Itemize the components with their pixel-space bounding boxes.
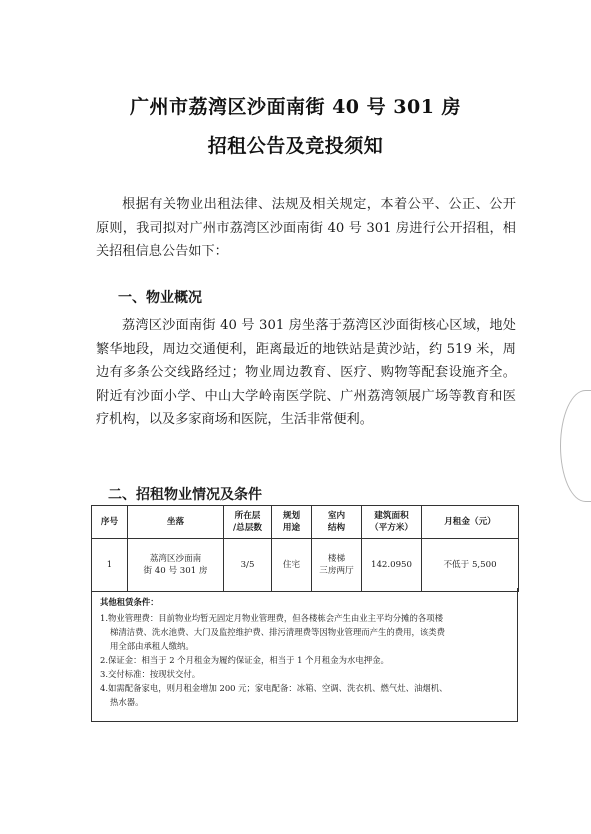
header-cell: 序号 xyxy=(92,506,128,539)
condition-item: 4.如需配备家电，则月租金增加 200 元；家电配备：冰箱、空调、洗衣机、燃气灶、油烟机、 xyxy=(100,683,448,693)
row-cell: 不低于 5,500 xyxy=(422,539,519,592)
intro-paragraph: 根据有关物业出租法律、法规及相关规定，本着公平、公正、公开原则，我司拟对广州市荔湾区沙面南街 40 号 301 房进行公开招租，相关招租信息公告如下： xyxy=(96,197,516,259)
conditions-title: 其他租赁条件： xyxy=(100,597,159,607)
condition-item: 1.物业管理费：目前物业均暂无固定月物业管理费，但各楼栋会产生由业主平均分摊的各项楼 xyxy=(100,613,443,623)
row-cell: 住宅 xyxy=(272,539,312,592)
section2-heading: 二、招租物业情况及条件 xyxy=(108,487,262,503)
section1-paragraph: 荔湾区沙面南街 40 号 301 房坐落于荔湾区沙面街核心区域，地处繁华地段，周边交通便利，距离最近的地铁站是黄沙站，约 519 米，周边有多条公交线路经过；物业周边教育、医疗、购物等配套设施齐全。附近有沙面小学、中山大学岭南医学院、广州荔湾领展广场等教育和医疗机构，以及多家商场和医院，生活非常便利。 xyxy=(96,318,516,427)
header-cell: 规划 用途 xyxy=(272,506,312,539)
header-cell: 坐落 xyxy=(128,506,224,539)
condition-item-cont: 梯清洁费、洗水池费、大门及监控维护费、排污清理费等因物业管理而产生的费用，该类费 xyxy=(110,627,445,637)
document-title-line1: 广州市荔湾区沙面南街 40 号 301 房 xyxy=(129,96,462,118)
condition-item-cont: 热水器。 xyxy=(110,697,144,707)
row-cell: 荔湾区沙面南 街 40 号 301 房 xyxy=(128,539,224,592)
seal-stamp xyxy=(560,390,591,502)
header-cell: 月租金（元） xyxy=(422,506,519,539)
condition-item-cont: 用全部由承租人缴纳。 xyxy=(110,641,194,651)
row-cell: 3/5 xyxy=(224,539,272,592)
header-cell: 室内 结构 xyxy=(312,506,362,539)
row-cell: 142.0950 xyxy=(362,539,422,592)
property-table xyxy=(91,505,519,592)
other-conditions-box xyxy=(91,588,518,722)
document-title-line2: 招租公告及竞投须知 xyxy=(207,135,384,157)
section1-heading: 一、物业概况 xyxy=(118,290,202,306)
row-cell: 楼梯 三房两厅 xyxy=(312,539,362,592)
condition-item: 2.保证金：相当于 2 个月租金为履约保证金，相当于 1 个月租金为水电押金。 xyxy=(100,655,389,665)
header-cell: 建筑面积 （平方米） xyxy=(362,506,422,539)
table-row xyxy=(92,539,519,592)
header-cell: 所在层 /总层数 xyxy=(224,506,272,539)
condition-item: 3.交付标准：按现状交付。 xyxy=(100,669,201,679)
row-cell: 1 xyxy=(92,539,128,592)
table-header-row xyxy=(92,506,519,539)
